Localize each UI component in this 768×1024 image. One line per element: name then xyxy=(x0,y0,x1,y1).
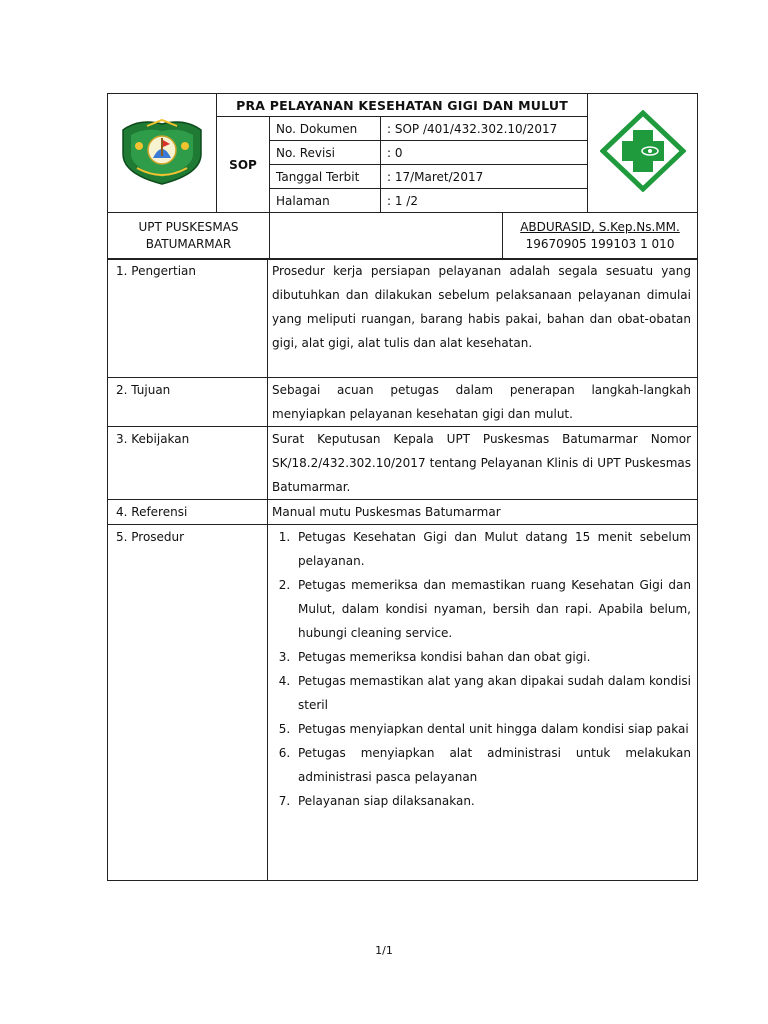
organization-name-line2: BATUMARMAR xyxy=(145,237,232,251)
section-text: Surat Keputusan Kepala UPT Puskesmas Batumarmar Nomor SK/18.2/432.302.10/2017 tentang Pelayanan Klinis di UPT Puskesmas Batumarmar. xyxy=(268,427,698,500)
section-row-tujuan xyxy=(108,378,698,427)
section-label: 3. Kebijakan xyxy=(108,427,268,500)
page-number: 1/1 xyxy=(375,944,393,957)
section-row-kebijakan xyxy=(108,427,698,500)
organization-cell xyxy=(108,213,270,260)
section-text: Manual mutu Puskesmas Batumarmar xyxy=(268,500,698,525)
sop-label: SOP xyxy=(217,117,270,213)
section-label: 1. Pengertian xyxy=(108,259,268,378)
puskesmas-logo-icon xyxy=(600,110,686,192)
left-logo-cell xyxy=(108,94,217,213)
procedure-steps-list xyxy=(272,525,691,813)
section-label: 5. Prosedur xyxy=(108,525,268,881)
blank-cell xyxy=(270,213,503,260)
signatory-cell xyxy=(503,213,698,260)
meta-value-revisi: : 0 xyxy=(381,141,588,165)
section-row-prosedur xyxy=(108,525,698,881)
procedure-step: 6. Petugas menyiapkan alat administrasi untuk melakukan administrasi pasca pelayanan xyxy=(294,741,691,789)
signatory-name: ABDURASID, S.Kep.Ns.MM. xyxy=(520,220,680,234)
section-row-referensi xyxy=(108,500,698,525)
meta-key-halaman: Halaman xyxy=(270,189,381,213)
section-row-pengertian xyxy=(108,259,698,378)
kabupaten-emblem-icon xyxy=(117,116,207,186)
meta-key-dokumen: No. Dokumen xyxy=(270,117,381,141)
sop-header-table xyxy=(107,93,698,260)
procedure-step: 4. Petugas memastikan alat yang akan dipakai sudah dalam kondisi steril xyxy=(294,669,691,717)
meta-key-tanggal-terbit: Tanggal Terbit xyxy=(270,165,381,189)
procedure-step: 1. Petugas Kesehatan Gigi dan Mulut datang 15 menit sebelum pelayanan. xyxy=(294,525,691,573)
document-title: PRA PELAYANAN KESEHATAN GIGI DAN MULUT xyxy=(217,94,588,117)
procedure-step: 3. Petugas memeriksa kondisi bahan dan obat gigi. xyxy=(294,645,691,669)
section-label: 4. Referensi xyxy=(108,500,268,525)
procedure-cell xyxy=(268,525,698,881)
section-label: 2. Tujuan xyxy=(108,378,268,427)
meta-value-dokumen: : SOP /401/432.302.10/2017 xyxy=(381,117,588,141)
section-text: Sebagai acuan petugas dalam penerapan langkah-langkah menyiapkan pelayanan kesehatan gigi dan mulut. xyxy=(268,378,698,427)
procedure-step: 5. Petugas menyiapkan dental unit hingga dalam kondisi siap pakai xyxy=(294,717,691,741)
sop-body-table xyxy=(107,258,698,881)
signatory-nip: 19670905 199103 1 010 xyxy=(525,237,675,251)
meta-value-tanggal-terbit: : 17/Maret/2017 xyxy=(381,165,588,189)
procedure-step: 7. Pelayanan siap dilaksanakan. xyxy=(294,789,691,813)
organization-name-line1: UPT PUSKESMAS xyxy=(138,220,239,234)
right-logo-cell xyxy=(588,94,698,213)
meta-value-halaman: : 1 /2 xyxy=(381,189,588,213)
meta-key-revisi: No. Revisi xyxy=(270,141,381,165)
procedure-step: 2. Petugas memeriksa dan memastikan ruang Kesehatan Gigi dan Mulut, dalam kondisi nyaman, bersih dan rapi. Apabila belum, hubungi cleaning service. xyxy=(294,573,691,645)
section-text: Prosedur kerja persiapan pelayanan adalah segala sesuatu yang dibutuhkan dan dilakukan sebelum pelaksanaan pelayanan dimulai yang meliputi ruangan, barang habis pakai, bahan dan obat-obatan gigi, alat gigi, alat tulis dan alat kesehatan. xyxy=(268,259,698,378)
